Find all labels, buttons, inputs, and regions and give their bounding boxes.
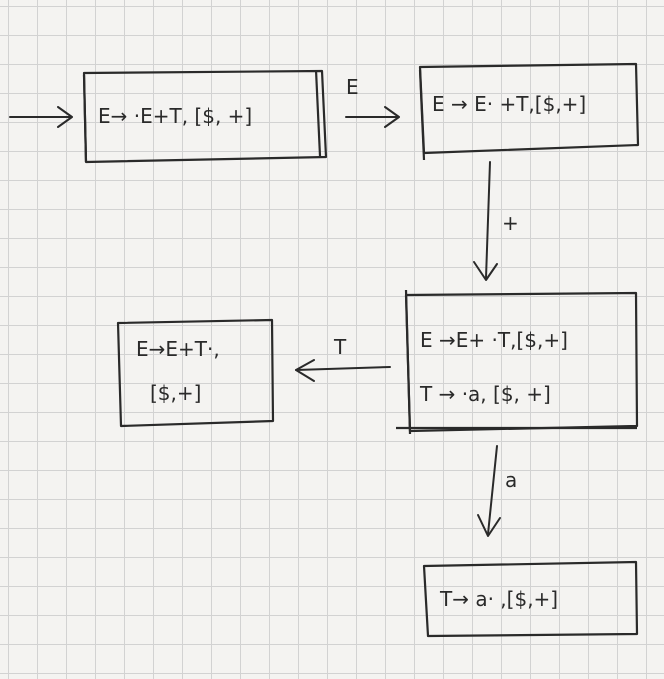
edge-s1-s2 (474, 162, 519, 280)
state-s3-item-1: E→E+T·, (136, 337, 220, 361)
edge-s2-s4 (478, 446, 517, 536)
edge-s0-s1-label: E (346, 75, 359, 99)
state-s1-item-1: E → E· +T,[$,+] (432, 92, 587, 116)
state-s2 (396, 290, 637, 434)
state-s1 (420, 64, 638, 160)
state-s0 (84, 70, 326, 162)
edge-s1-s2-label: + (502, 211, 519, 235)
state-s2-item-1: E →E+ ·T,[$,+] (420, 328, 568, 352)
edge-s2-s3-label: T (334, 335, 347, 359)
state-s0-item-1: E→ ·E+T, [$, +] (98, 104, 253, 128)
state-s4-item-1: T→ a· ,[$,+] (440, 587, 559, 611)
state-s3 (118, 320, 273, 426)
edge-s0-s1 (346, 75, 399, 127)
state-s2-item-2: T → ·a, [$, +] (420, 382, 551, 406)
edge-s2-s4-label: a (505, 468, 518, 492)
state-s3-item-2: [$,+] (150, 381, 202, 405)
state-s4 (424, 562, 637, 636)
edge-s2-s3 (296, 335, 390, 381)
start-arrow (10, 107, 72, 127)
